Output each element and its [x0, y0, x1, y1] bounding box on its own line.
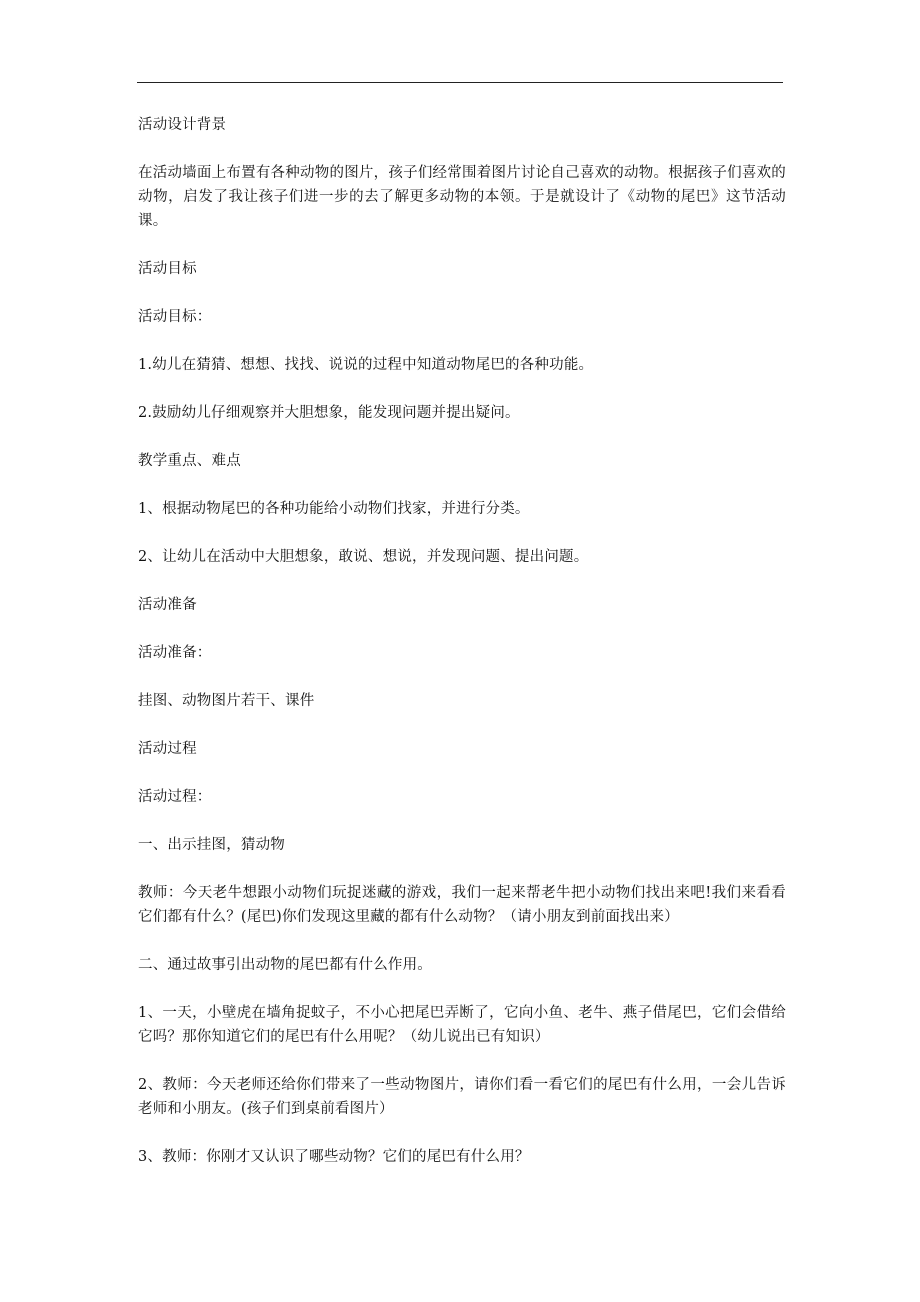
goal-item-2: 2.鼓励幼儿仔细观察并大胆想象，能发现问题并提出疑问。 [138, 405, 520, 421]
preparation-list: 挂图、动物图片若干、课件 [138, 693, 315, 709]
process-step-2-item-2: 2、教师：今天老师还给你们带来了一些动物图片，请你们看一看它们的尾巴有什么用，一会儿告诉老师和小朋友。(孩子们到桌前看图片） [138, 1077, 786, 1117]
subheading-preparation: 活动准备： [138, 645, 212, 661]
process-step-1-heading: 一、出示挂图，猜动物 [138, 837, 285, 853]
key-point-item-1: 1、根据动物尾巴的各种功能给小动物们找家，并进行分类。 [138, 501, 530, 517]
heading-key-points: 教学重点、难点 [138, 453, 241, 469]
subheading-process: 活动过程： [138, 789, 212, 805]
heading-preparation: 活动准备 [138, 597, 197, 613]
header-rule [137, 82, 783, 83]
process-step-1-teacher: 教师：今天老牛想跟小动物们玩捉迷藏的游戏，我们一起来帮老牛把小动物们找出来吧!我们来看看它们都有什么？(尾巴)你们发现这里藏的都有什么动物？（请小朋友到前面找出来） [138, 885, 786, 925]
subheading-goals: 活动目标： [138, 309, 212, 325]
heading-goals: 活动目标 [138, 261, 197, 277]
heading-process: 活动过程 [138, 741, 197, 757]
process-step-2-heading: 二、通过故事引出动物的尾巴都有什么作用。 [138, 957, 432, 973]
process-step-2-item-3: 3、教师：你刚才又认识了哪些动物？它们的尾巴有什么用？ [138, 1149, 530, 1165]
process-step-2-item-1: 1、一天，小壁虎在墙角捉蚊子，不小心把尾巴弄断了，它向小鱼、老牛、燕子借尾巴，它们会借给它吗？那你知道它们的尾巴有什么用呢？（幼儿说出已有知识） [138, 1005, 786, 1045]
key-point-item-2: 2、让幼儿在活动中大胆想象，敢说、想说，并发现问题、提出问题。 [138, 549, 589, 565]
heading-background: 活动设计背景 [138, 117, 227, 133]
paragraph-background: 在活动墙面上布置有各种动物的图片，孩子们经常围着图片讨论自己喜欢的动物。根据孩子们喜欢的动物，启发了我让孩子们进一步的去了解更多动物的本领。于是就设计了《动物的尾巴》这节活动课。 [138, 165, 786, 229]
document-body [138, 113, 786, 1169]
goal-item-1: 1.幼儿在猜猜、想想、找找、说说的过程中知道动物尾巴的各种功能。 [138, 357, 594, 373]
